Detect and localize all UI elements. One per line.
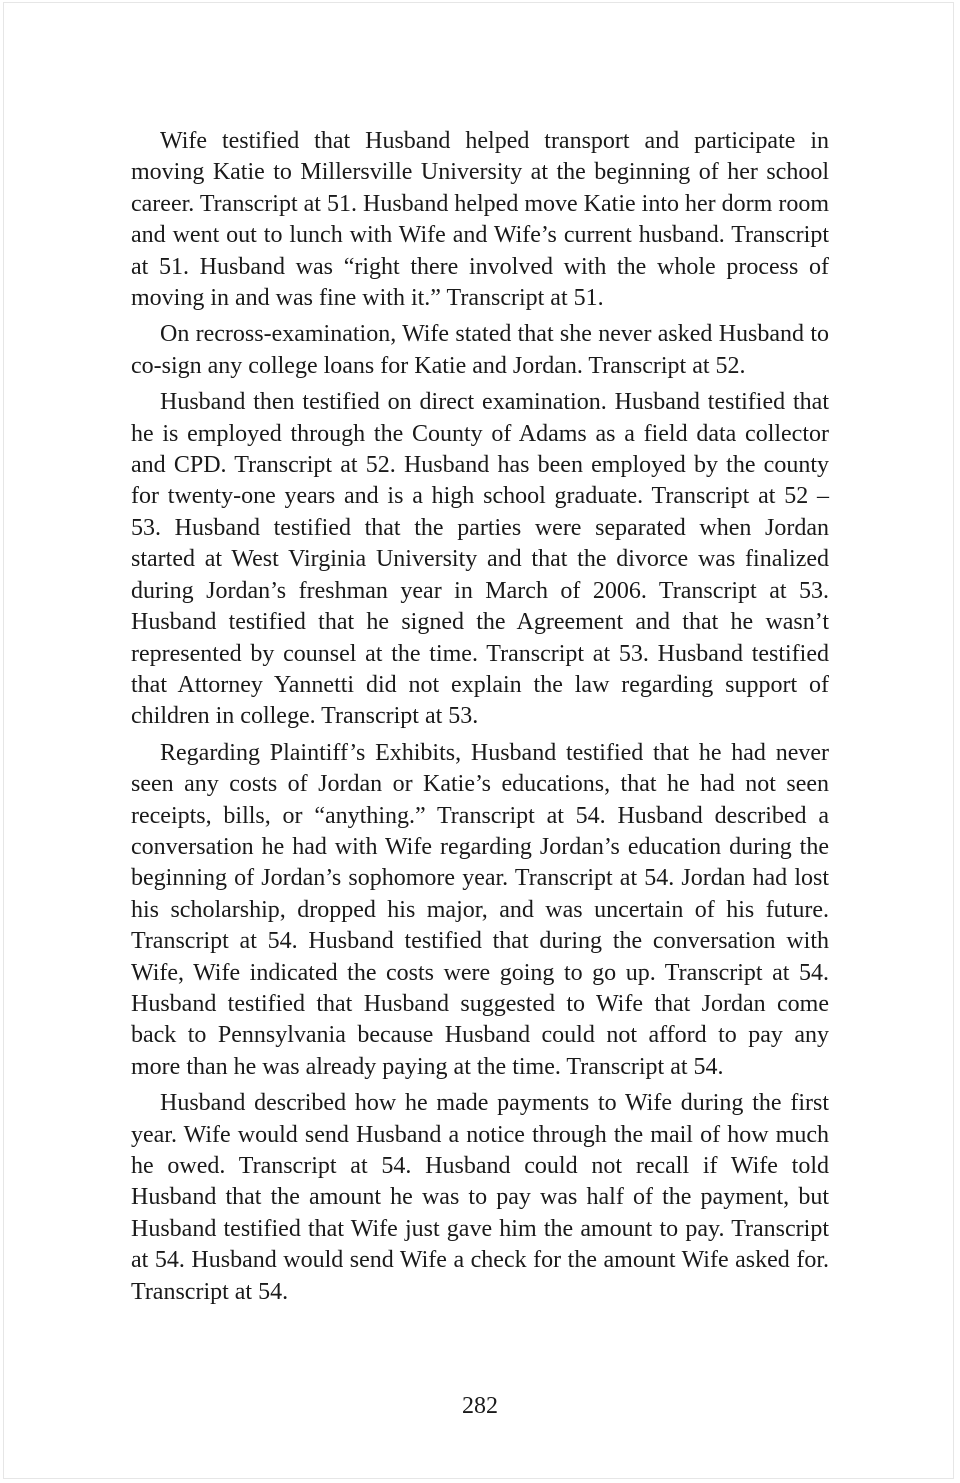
page-number: 282: [462, 1393, 498, 1419]
body-text: [131, 126, 829, 1313]
paragraph-recross-examination: On recross-examination, Wife stated that she never asked Husband to co-sign any college loans for Katie and Jordan. Transcript at 52.: [131, 321, 829, 379]
paragraph-moving-katie: Wife testified that Husband helped transport and participate in moving Katie to Millersville University at the beginning of her school career. Transcript at 51. Husband helped move Katie into her dorm room and went out to lunch with Wife and Wife’s current husband. Transcript at 51. Husband was “right there involved with the whole process of moving in and was fine with it.” Transcript at 51.: [131, 128, 829, 312]
paragraph-payments-first-year: Husband described how he made payments to Wife during the first year. Wife would send Husband a notice through the mail of how much he owed. Transcript at 54. Husband could not recall if Wife told Husband that the amount he was to pay was half of the payment, but Husband testified that Wife just gave him the amount to pay. Transcript at 54. Husband would send Wife a check for the amount Wife asked for. Transcript at 54.: [131, 1090, 829, 1305]
paragraph-plaintiffs-exhibits: Regarding Plaintiff’s Exhibits, Husband testified that he had never seen any costs of Jordan or Katie’s educations, that he had not seen receipts, bills, or “anything.” Transcript at 54. Husband described a conversation he had with Wife regarding Jordan’s education during the beginning of Jordan’s sophomore year. Transcript at 54. Jordan had lost his scholarship, dropped his major, and was uncertain of his future. Transcript at 54. Husband testified that during the conversation with Wife, Wife indicated the costs were going to go up. Transcript at 54. Husband testified that Husband suggested to Wife that Jordan come back to Pennsylvania because Husband could not afford to pay any more than he was already paying at the time. Transcript at 54.: [131, 739, 829, 1080]
paragraph-husband-direct-examination: Husband then testified on direct examination. Husband testified that he is employed through the County of Adams as a field data collector and CPD. Transcript at 52. Husband has been employed by the county for twenty-one years and is a high school graduate. Transcript at 52 – 53. Husband testified that the parties were separated when Jordan started at West Virginia University and that the divorce was finalized during Jordan’s freshman year in March of 2006. Transcript at 53. Husband testified that he signed the Agreement and that he wasn’t represented by counsel at the time. Transcript at 53. Husband testified that Attorney Yannetti did not explain the law regarding support of children in college. Transcript at 53.: [131, 389, 829, 730]
